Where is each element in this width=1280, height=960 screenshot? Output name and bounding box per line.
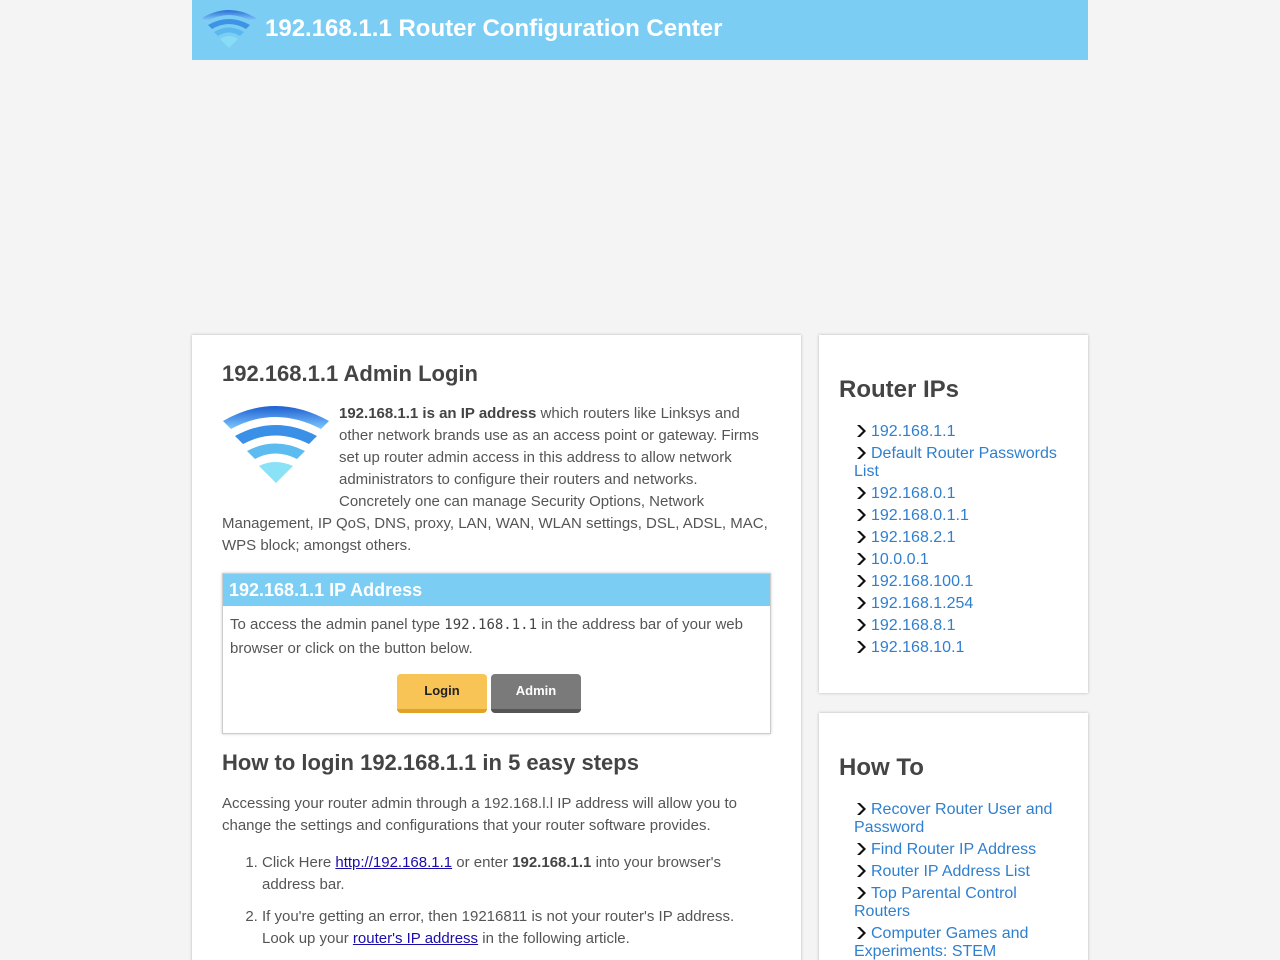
how-to-link[interactable]: Router IP Address List <box>871 863 1030 880</box>
steps-title: How to login 192.168.1.1 in 5 easy steps <box>222 750 639 775</box>
chevron-right-icon <box>854 864 868 878</box>
router-ip-link[interactable]: 192.168.1.254 <box>871 595 974 612</box>
router-ip-item[interactable] <box>854 573 1076 591</box>
step-bold: 192.168.1.1 <box>512 854 592 871</box>
how-to-item[interactable] <box>854 925 1076 960</box>
router-ip-item[interactable] <box>854 445 1076 481</box>
chevron-right-icon <box>854 886 868 900</box>
router-ip-item[interactable] <box>854 639 1076 657</box>
router-ip-link[interactable]: 192.168.0.1 <box>871 485 956 502</box>
intro-bold: 192.168.1.1 is an IP address <box>339 405 537 422</box>
how-to-link[interactable]: Computer Games and Experiments: STEM <box>854 925 1029 960</box>
chevron-right-icon <box>854 486 868 500</box>
steps-list <box>262 852 770 960</box>
chevron-right-icon <box>854 596 868 610</box>
router-ip-link[interactable]: 192.168.8.1 <box>871 617 956 634</box>
router-ip-item[interactable] <box>854 485 1076 503</box>
router-ip-link[interactable]: Default Router Passwords List <box>854 445 1057 480</box>
how-to-link[interactable]: Find Router IP Address <box>871 841 1037 858</box>
chevron-right-icon <box>854 618 868 632</box>
router-ips-list <box>854 423 1076 661</box>
router-ip-link[interactable]: 192.168.100.1 <box>871 573 974 590</box>
router-ip-item[interactable] <box>854 423 1076 441</box>
how-to-item[interactable] <box>854 801 1076 837</box>
step-item <box>262 852 770 896</box>
ip-code: 192.168.1.1 <box>444 617 538 633</box>
wifi-large-icon <box>222 403 339 495</box>
how-to-link[interactable]: Top Parental Control Routers <box>854 885 1017 920</box>
ip-box-title: 192.168.1.1 IP Address <box>223 574 770 606</box>
ip-box-text <box>223 606 770 668</box>
step-item <box>262 906 770 950</box>
how-to-link[interactable]: Recover Router User and Password <box>854 801 1053 836</box>
router-ips-title: Router IPs <box>839 376 960 403</box>
chevron-right-icon <box>854 640 868 654</box>
router-ip-item[interactable] <box>854 551 1076 569</box>
site-header <box>192 0 1088 60</box>
ip-box-text-after: in the address bar of your web browser or click on the button below. <box>230 616 743 657</box>
chevron-right-icon <box>854 424 868 438</box>
router-ip-item[interactable] <box>854 595 1076 613</box>
router-ip-link[interactable]: 192.168.2.1 <box>871 529 956 546</box>
main-content <box>192 335 801 960</box>
how-to-title: How To <box>839 754 924 781</box>
intro-text: which routers like Linksys and other network brands use as an access point or gateway. Firms set up router admin access in this address to allow network administrators to configure their routers and networks. Concretely one can manage Security Options, Network Management, IP QoS, DNS, proxy, LAN, WAN, WLAN settings, DSL, ADSL, MAC, WPS block; amongst others. <box>222 405 768 554</box>
step-text: in the following article. <box>478 930 630 947</box>
router-ip-article-link[interactable]: router's IP address <box>352 930 479 947</box>
router-ip-item[interactable] <box>854 507 1076 525</box>
login-button[interactable]: Login <box>397 674 487 713</box>
router-ip-item[interactable] <box>854 529 1076 547</box>
wifi-icon <box>200 8 258 52</box>
chevron-right-icon <box>854 802 868 816</box>
ip-box-text-before: To access the admin panel type <box>230 616 445 633</box>
how-to-list <box>854 801 1076 960</box>
chevron-right-icon <box>854 926 868 940</box>
ip-address-box <box>222 573 771 734</box>
router-ips-widget <box>819 335 1088 693</box>
router-ip-link[interactable]: 192.168.1.1 <box>871 423 956 440</box>
chevron-right-icon <box>854 508 868 522</box>
router-ip-link[interactable]: 192.168.0.1.1 <box>871 507 969 524</box>
router-ip-link[interactable]: 10.0.0.1 <box>871 551 929 568</box>
how-to-item[interactable] <box>854 885 1076 921</box>
router-ip-link[interactable]: 192.168.10.1 <box>871 639 965 656</box>
router-link[interactable]: http://192.168.1.1 <box>335 854 453 871</box>
admin-button[interactable]: Admin <box>491 674 581 713</box>
chevron-right-icon <box>854 574 868 588</box>
intro-paragraph <box>222 403 770 557</box>
chevron-right-icon <box>854 842 868 856</box>
step-text: or enter <box>452 854 513 871</box>
steps-intro: Accessing your router admin through a 192.168.l.l IP address will allow you to change the settings and configurations that your router software provides. <box>222 795 738 834</box>
how-to-item[interactable] <box>854 841 1076 859</box>
chevron-right-icon <box>854 446 868 460</box>
step-text: into your browser's address bar. <box>262 854 721 893</box>
router-ip-item[interactable] <box>854 617 1076 635</box>
step-text: Click Here <box>262 854 336 871</box>
page-title: 192.168.1.1 Admin Login <box>222 361 478 386</box>
how-to-item[interactable] <box>854 863 1076 881</box>
chevron-right-icon <box>854 530 868 544</box>
site-title[interactable]: 192.168.1.1 Router Configuration Center <box>265 15 723 42</box>
how-to-widget <box>819 713 1088 960</box>
chevron-right-icon <box>854 552 868 566</box>
step-text: If you're getting an error, then 19216811 is not your router's IP address. Look up your <box>262 908 735 947</box>
